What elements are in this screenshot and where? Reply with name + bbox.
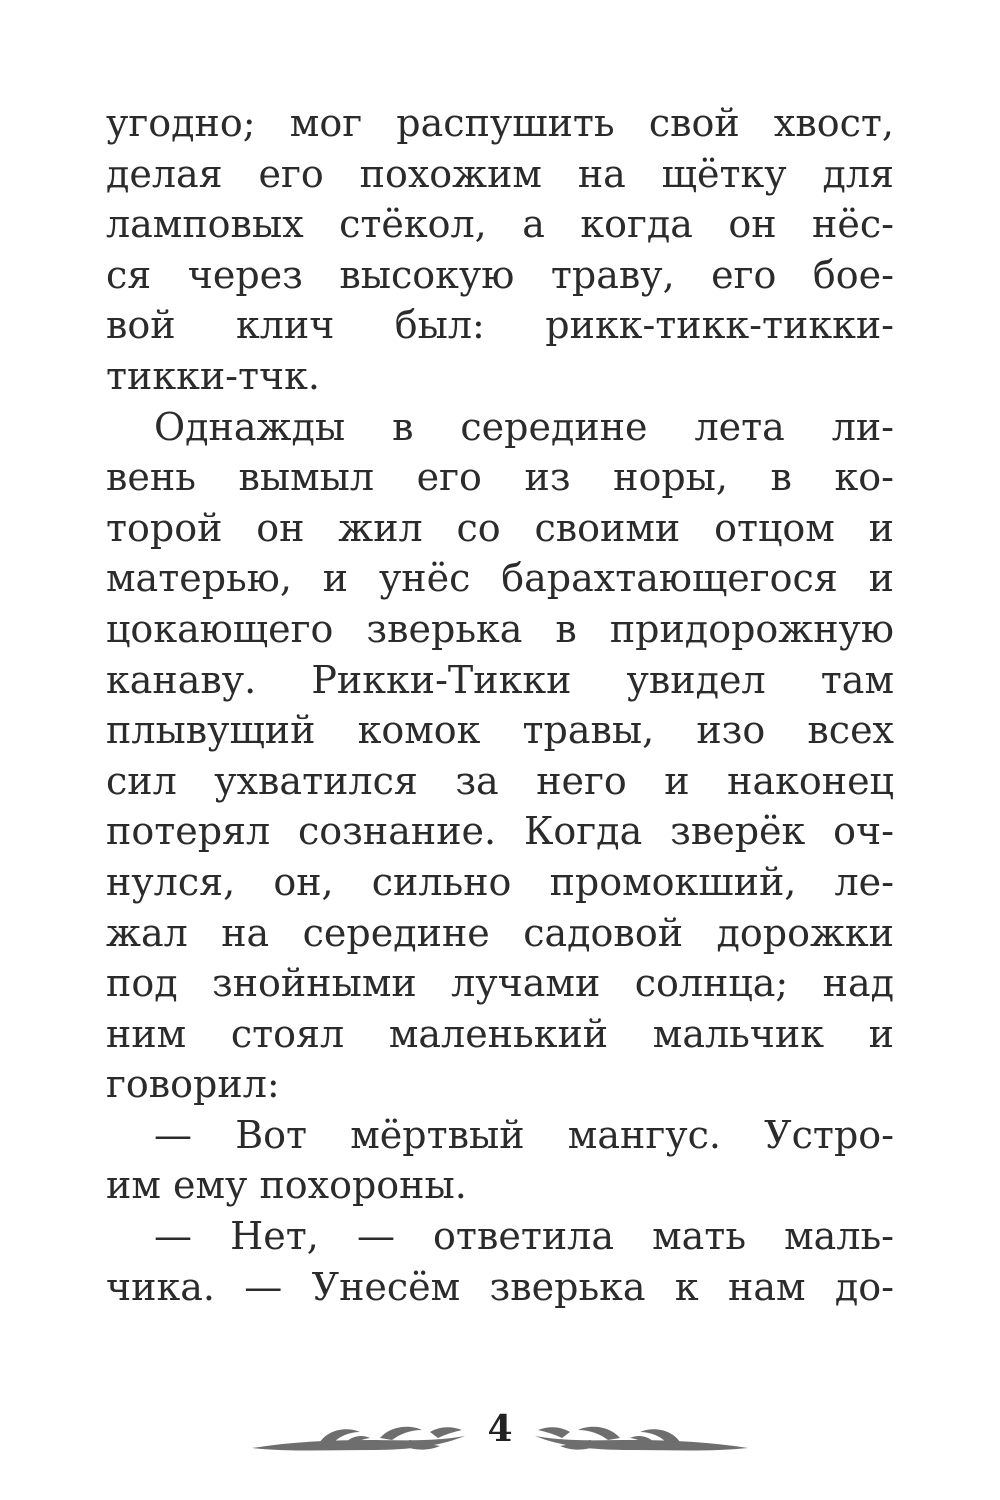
page-number: 4 xyxy=(487,1408,513,1450)
text-line: делая его похожим на щётку для xyxy=(106,151,894,196)
text-line: потерял сознание. Когда зверёк оч- xyxy=(106,809,894,854)
text-line: — Вот мёртвый мангус. Устро- xyxy=(154,1112,894,1157)
text-line: сил ухватился за него и наконец xyxy=(106,758,894,803)
text-line: чика. — Унесём зверька к нам до- xyxy=(106,1264,894,1309)
text-line: вень вымыл его из норы, в ко- xyxy=(106,455,894,500)
text-line: тикки-тчк. xyxy=(106,353,320,398)
text-line: под знойными лучами солнца; над xyxy=(106,961,894,1006)
floral-flourish-icon xyxy=(530,1422,750,1458)
floral-flourish-icon xyxy=(250,1422,470,1458)
text-line: канаву. Рикки-Тикки увидел там xyxy=(106,657,894,702)
text-line: ним стоял маленький мальчик и xyxy=(106,1011,894,1056)
text-line: жал на середине садовой дорожки xyxy=(106,910,894,955)
text-line: матерью, и унёс барахтающегося и xyxy=(106,556,894,601)
text-line: ламповых стёкол, а когда он нёс- xyxy=(106,202,894,247)
text-line: вой клич был: рикк-тикк-тикки- xyxy=(106,303,894,348)
text-line: им ему похороны. xyxy=(106,1163,467,1208)
text-line: говорил: xyxy=(106,1062,280,1107)
text-line: торой он жил со своими отцом и xyxy=(106,505,894,550)
text-line: ся через высокую траву, его бое- xyxy=(106,252,894,297)
page-text xyxy=(106,98,894,1312)
text-line: Однажды в середине лета ли- xyxy=(154,404,894,449)
text-line: плывущий комок травы, изо всех xyxy=(106,708,894,753)
page-footer xyxy=(0,1400,1000,1480)
text-line: — Нет, — ответила мать маль- xyxy=(154,1214,894,1259)
text-line: нулся, он, сильно промокший, ле- xyxy=(106,859,894,904)
text-line: угодно; мог распушить свой хвост, xyxy=(106,101,894,145)
text-line: цокающего зверька в придорожную xyxy=(106,606,894,651)
